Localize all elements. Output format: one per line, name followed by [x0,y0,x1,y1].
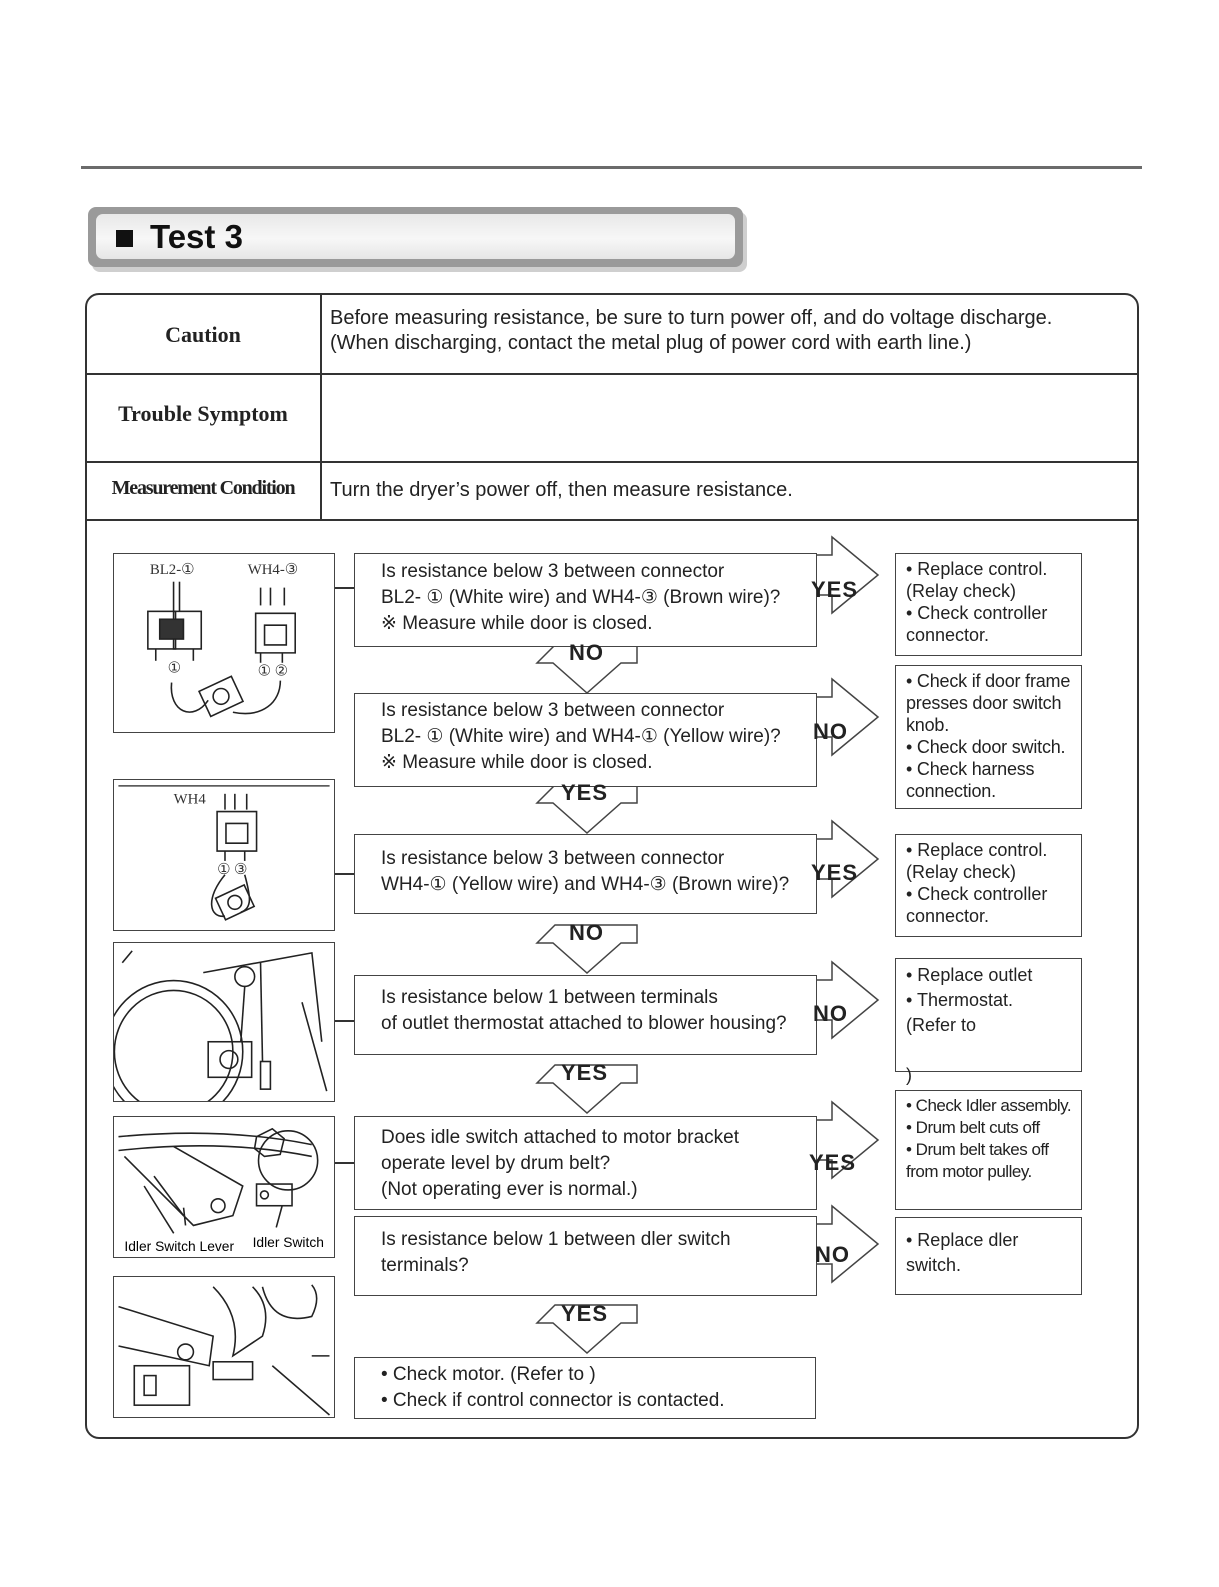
result-box-1: • Replace control. (Relay check) • Check controller connector. [895,553,1082,656]
branch-label: YES [561,1301,609,1326]
caution-text: Before measuring resistance, be sure to turn power off, and do voltage discharge. (When discharging, contact the metal plug of power cord with earth line.) [330,307,1053,354]
question-text: Is resistance below 1 between terminals of outlet thermostat attached to blower housing? [381,987,787,1034]
measurement-condition-label: Measurement Condition [111,477,295,499]
question-box-4 [354,975,817,1055]
question-text: Is resistance below 3 between connector BL2- ① (White wire) and WH4-③ (Brown wire)? ※ Measure while door is closed. [381,561,781,634]
result-box-5: • Check Idler assembly. • Drum belt cuts off • Drum belt takes off from motor pulley. [895,1090,1082,1210]
branch-label: NO [569,920,604,945]
question-text: Does idle switch attached to motor bracket operate level by drum belt? (Not operating ever is normal.) [381,1127,740,1200]
result-box-4: • Replace outlet • Thermostat. (Refer to ) [895,958,1082,1072]
question-text: Is resistance below 3 between connector WH4-① (Yellow wire) and WH4-③ (Brown wire)? [381,848,790,895]
result-box-3: • Replace control. (Relay check) • Check controller connector. [895,834,1082,937]
branch-label: YES [561,780,609,805]
question-box-5 [354,1116,817,1210]
question-box-2 [354,693,817,787]
pin-label: ① [167,660,181,677]
branch-label: YES [811,860,859,885]
result-box-2: • Check if door frame presses door switch knob. • Check door switch. • Check harness connection. [895,665,1082,809]
caution-label: Caution [165,322,241,347]
branch-label: YES [811,577,859,602]
wh4-label: WH4-③ [247,561,299,578]
trouble-symptom-label: Trouble Symptom [118,401,288,426]
branch-label: YES [809,1150,857,1175]
branch-label: NO [569,640,604,665]
final-line: • Check motor. (Refer to ) [381,1364,596,1385]
question-box-6 [354,1216,817,1296]
idler-switch-caption: Idler Switch [252,1235,324,1251]
wh4-label: WH4 [173,791,206,808]
question-text: Is resistance below 1 between dler switch terminals? [381,1229,731,1276]
result-box-6: • Replace dler switch. [895,1217,1082,1295]
pin-label: ① ③ [217,861,248,878]
bl2-label: BL2-① [149,561,195,578]
section-title: Test 3 [150,218,243,255]
question-box-3 [354,834,817,914]
branch-label: YES [561,1060,609,1085]
measurement-condition-text: Turn the dryer’s power off, then measure resistance. [330,479,793,501]
branch-label: NO [813,719,848,744]
final-line: • Check if control connector is contacted. [381,1390,725,1411]
question-text: Is resistance below 3 between connector BL2- ① (White wire) and WH4-① (Yellow wire)? ※ Measure while door is closed. [381,700,781,773]
idler-switch-lever-caption: Idler Switch Lever [124,1239,235,1255]
final-action-box [354,1357,816,1419]
question-box-1 [354,553,817,647]
pin-label: ① ② [257,663,288,680]
branch-label: NO [813,1001,848,1026]
branch-label: NO [815,1242,850,1267]
